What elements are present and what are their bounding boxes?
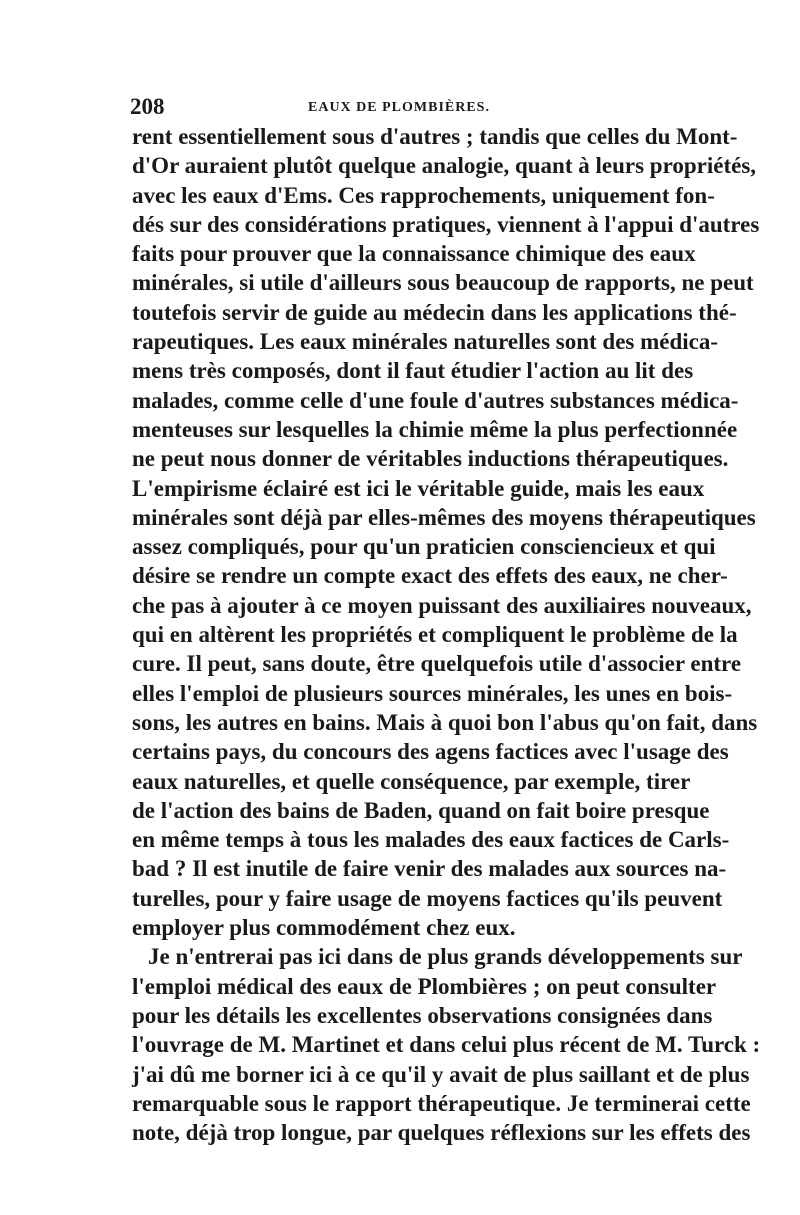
text-line: note, déjà trop longue, par quelques réflexions sur les effets des <box>132 1120 751 1146</box>
text-line: mens très composés, dont il faut étudier l'action au lit des <box>132 358 694 384</box>
text-line: désire se rendre un compte exact des effets des eaux, ne cher- <box>132 563 728 589</box>
text-line: faits pour prouver que la connaissance chimique des eaux <box>132 241 696 267</box>
text-line: assez compliqués, pour qu'un praticien consciencieux et qui <box>132 534 716 560</box>
text-line: en même temps à tous les malades des eaux factices de Carls- <box>132 827 730 853</box>
paragraph-end-line: employer plus commodément chez eux. <box>132 915 516 941</box>
text-line: menteuses sur lesquelles la chimie même la plus perfectionnée <box>132 416 738 442</box>
text-line: de l'action des bains de Baden, quand on fait boire presque <box>132 797 710 823</box>
text-line: malades, comme celle d'une foule d'autres substances médica- <box>132 387 739 413</box>
text-line: sons, les autres en bains. Mais à quoi bon l'abus qu'on fait, dans <box>132 709 758 735</box>
running-title: EAUX DE PLOMBIÈRES. <box>308 100 490 115</box>
text-line: ne peut nous donner de véritables inductions thérapeutiques. <box>132 446 729 472</box>
text-line: eaux naturelles, et quelle conséquence, par exemple, tirer <box>132 768 691 794</box>
body-text <box>132 122 761 1147</box>
text-line: j'ai dû me borner ici à ce qu'il y avait de plus saillant et de plus <box>132 1061 750 1087</box>
text-line: minérales, si utile d'ailleurs sous beaucoup de rapports, ne peut <box>132 270 754 296</box>
text-line: rent essentiellement sous d'autres ; tandis que celles du Mont- <box>132 124 738 149</box>
text-line: elles l'emploi de plusieurs sources minérales, les unes en bois- <box>132 680 733 706</box>
text-line: minérales sont déjà par elles-mêmes des moyens thérapeutiques <box>132 504 756 530</box>
text-line: bad ? Il est inutile de faire venir des malades aux sources na- <box>132 856 727 882</box>
text-line: dés sur des considérations pratiques, viennent à l'appui d'autres <box>132 211 760 237</box>
text-line: d'Or auraient plutôt quelque analogie, quant à leurs propriétés, <box>132 153 757 179</box>
text-line: avec les eaux d'Ems. Ces rapprochements, uniquement fon- <box>132 182 715 208</box>
text-line: cure. Il peut, sans doute, être quelquefois utile d'associer entre <box>132 651 742 677</box>
page-number: 208 <box>130 94 165 119</box>
text-line: L'empirisme éclairé est ici le véritable guide, mais les eaux <box>132 475 705 501</box>
text-line: pour les détails les excellentes observations consignées dans <box>132 1002 713 1028</box>
text-line: toutefois servir de guide au médecin dans les applications thé- <box>132 299 737 325</box>
paragraph-start-line: Je n'entrerai pas ici dans de plus grands développements sur <box>148 944 743 970</box>
text-line: che pas à ajouter à ce moyen puissant des auxiliaires nouveaux, <box>132 592 752 618</box>
text-line: certains pays, du concours des agens factices avec l'usage des <box>132 739 729 765</box>
text-line: l'ouvrage de M. Martinet et dans celui plus récent de M. Turck : <box>132 1032 761 1058</box>
text-line: turelles, pour y faire usage de moyens factices qu'ils peuvent <box>132 885 723 911</box>
text-line: qui en altèrent les propriétés et compliquent le problème de la <box>132 622 738 648</box>
page-header <box>130 94 670 124</box>
text-line: remarquable sous le rapport thérapeutique. Je terminerai cette <box>132 1090 751 1116</box>
text-line: rapeutiques. Les eaux minérales naturelles sont des médica- <box>132 329 719 355</box>
text-line: l'emploi médical des eaux de Plombières ; on peut consulter <box>132 973 717 999</box>
